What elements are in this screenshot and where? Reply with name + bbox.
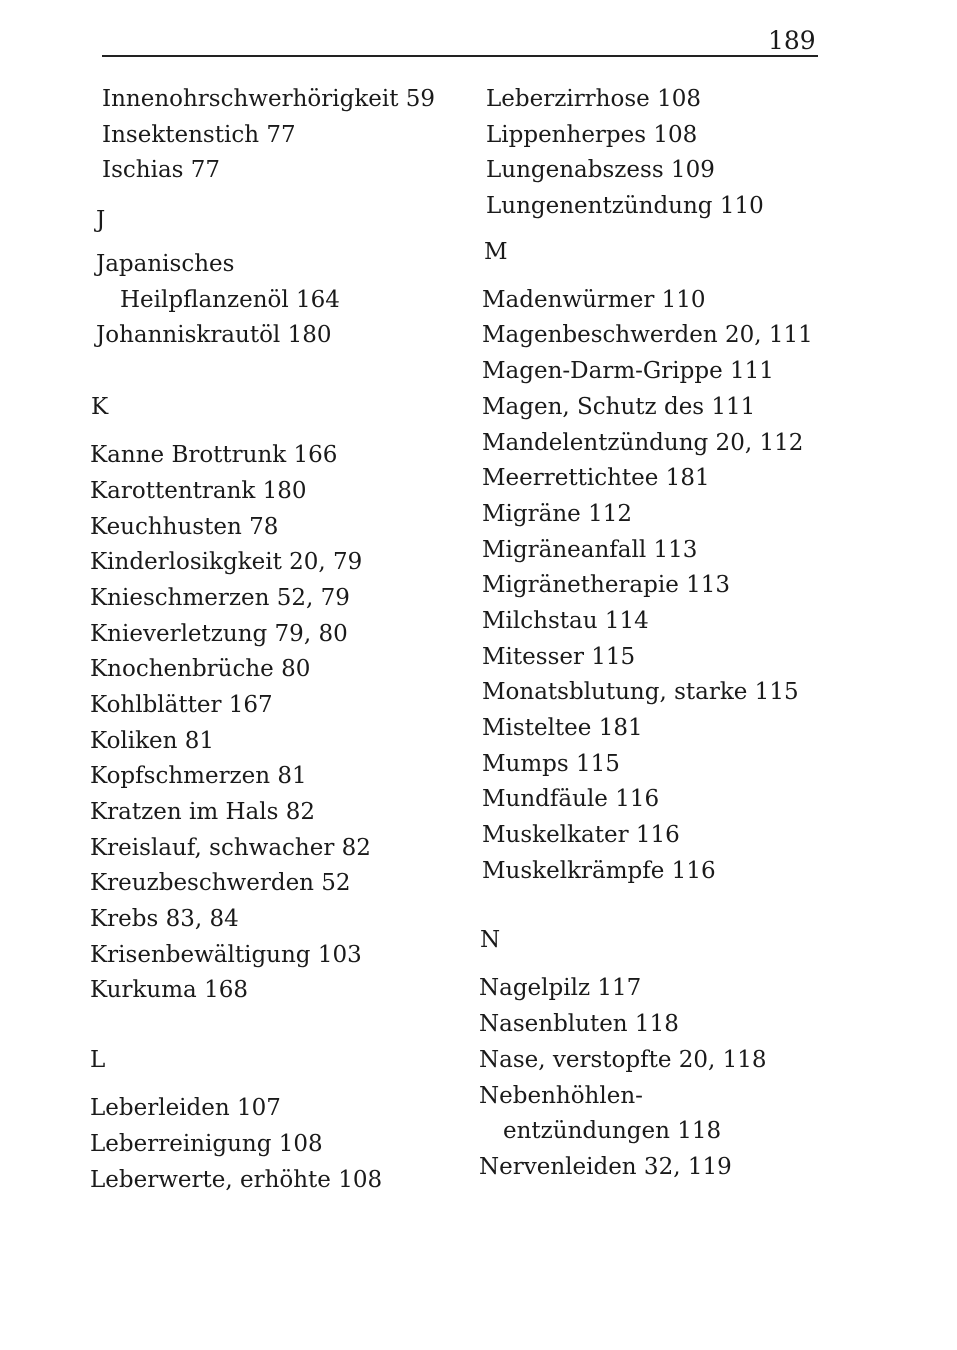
index-entry: Leberwerte, erhöhte 108 (90, 1166, 383, 1193)
index-entry: Muskelkater 116 (482, 822, 680, 849)
index-entry: Knieschmerzen 52, 79 (90, 584, 350, 611)
page-number: 189 (768, 26, 816, 55)
section-letter-m: M (484, 238, 508, 265)
index-entry: Koliken 81 (90, 727, 215, 754)
index-entry: Insektenstich 77 (102, 121, 296, 148)
index-entry: Magen-Darm-Grippe 111 (482, 358, 774, 385)
index-entry-continuation: Heilpflanzenöl 164 (120, 286, 340, 313)
index-entry: Migräneanfall 113 (482, 536, 698, 563)
index-entry: Lungenabszess 109 (486, 157, 715, 184)
index-column-left (90, 82, 466, 1198)
index-column-right (479, 82, 904, 1186)
index-entry: Mitesser 115 (482, 643, 636, 670)
index-entry: Meerrettichtee 181 (482, 465, 710, 492)
index-entry: Nervenleiden 32, 119 (479, 1153, 732, 1180)
index-entry: Karottentrank 180 (90, 477, 307, 504)
index-entry: Kreuzbeschwerden 52 (90, 870, 351, 897)
index-group-l-continued (486, 82, 904, 225)
index-entry: Leberreinigung 108 (90, 1130, 323, 1157)
index-entry: Nagelpilz 117 (479, 975, 642, 1002)
section-letter-j: J (96, 207, 106, 234)
index-entry: Migräne 112 (482, 500, 632, 527)
index-entry: Monatsblutung, starke 115 (482, 679, 799, 706)
index-entry: Kreislauf, schwacher 82 (90, 834, 371, 861)
index-entry: Knieverletzung 79, 80 (90, 620, 348, 647)
index-entry: Krisenbewältigung 103 (90, 941, 362, 968)
index-entry: Innenohrschwerhörigkeit 59 (102, 86, 436, 112)
index-entry: Kratzen im Hals 82 (90, 799, 315, 825)
index-entry: Johanniskrautöl 180 (96, 322, 332, 349)
index-entry: Magen, Schutz des 111 (482, 393, 756, 420)
index-entry: Milchstau 114 (482, 607, 649, 634)
index-entry: Misteltee 181 (482, 715, 643, 741)
index-entry: Kanne Brottrunk 166 (90, 442, 338, 469)
index-group-l (90, 1091, 466, 1198)
index-group-k (90, 438, 466, 1009)
index-entry: Kurkuma 168 (90, 977, 248, 1004)
index-entry: Leberleiden 107 (90, 1095, 281, 1122)
index-entry: Mumps 115 (482, 750, 620, 777)
index-entry: Migränetherapie 113 (482, 572, 731, 599)
index-entry: Kinderlosikgkeit 20, 79 (90, 549, 363, 576)
index-group-j (96, 247, 466, 354)
index-entry: Nase, verstopfte 20, 118 (479, 1046, 767, 1073)
index-entry: Japanisches (96, 251, 235, 278)
index-entry: Knochenbrüche 80 (90, 656, 311, 683)
index-entry: Kopfschmerzen 81 (90, 763, 307, 790)
index-entry: Ischias 77 (102, 157, 221, 184)
index-entry: Mundfäule 116 (482, 786, 660, 813)
section-letter-n: N (480, 927, 501, 954)
index-entry: Lippenherpes 108 (486, 121, 698, 148)
index-entry: Madenwürmer 110 (482, 286, 706, 313)
index-group-i (102, 82, 466, 189)
index-entry-continuation: entzündungen 118 (503, 1118, 722, 1145)
section-letter-l: L (90, 1047, 106, 1074)
index-entry: Keuchhusten 78 (90, 513, 279, 540)
index-entry: Nebenhöhlen- (479, 1082, 643, 1109)
index-entry: Nasenbluten 118 (479, 1011, 679, 1038)
header-rule (102, 55, 818, 57)
index-group-m (482, 283, 904, 890)
index-entry: Magenbeschwerden 20, 111 (482, 322, 813, 349)
section-letter-k: K (91, 394, 109, 421)
index-entry: Krebs 83, 84 (90, 906, 239, 933)
index-entry: Lungenentzündung 110 (486, 193, 764, 220)
index-entry: Leberzirrhose 108 (486, 86, 701, 112)
index-group-n (479, 971, 904, 1185)
index-entry: Muskelkrämpfe 116 (482, 857, 716, 884)
index-entry: Kohlblätter 167 (90, 691, 273, 718)
index-entry: Mandelentzündung 20, 112 (482, 429, 804, 456)
